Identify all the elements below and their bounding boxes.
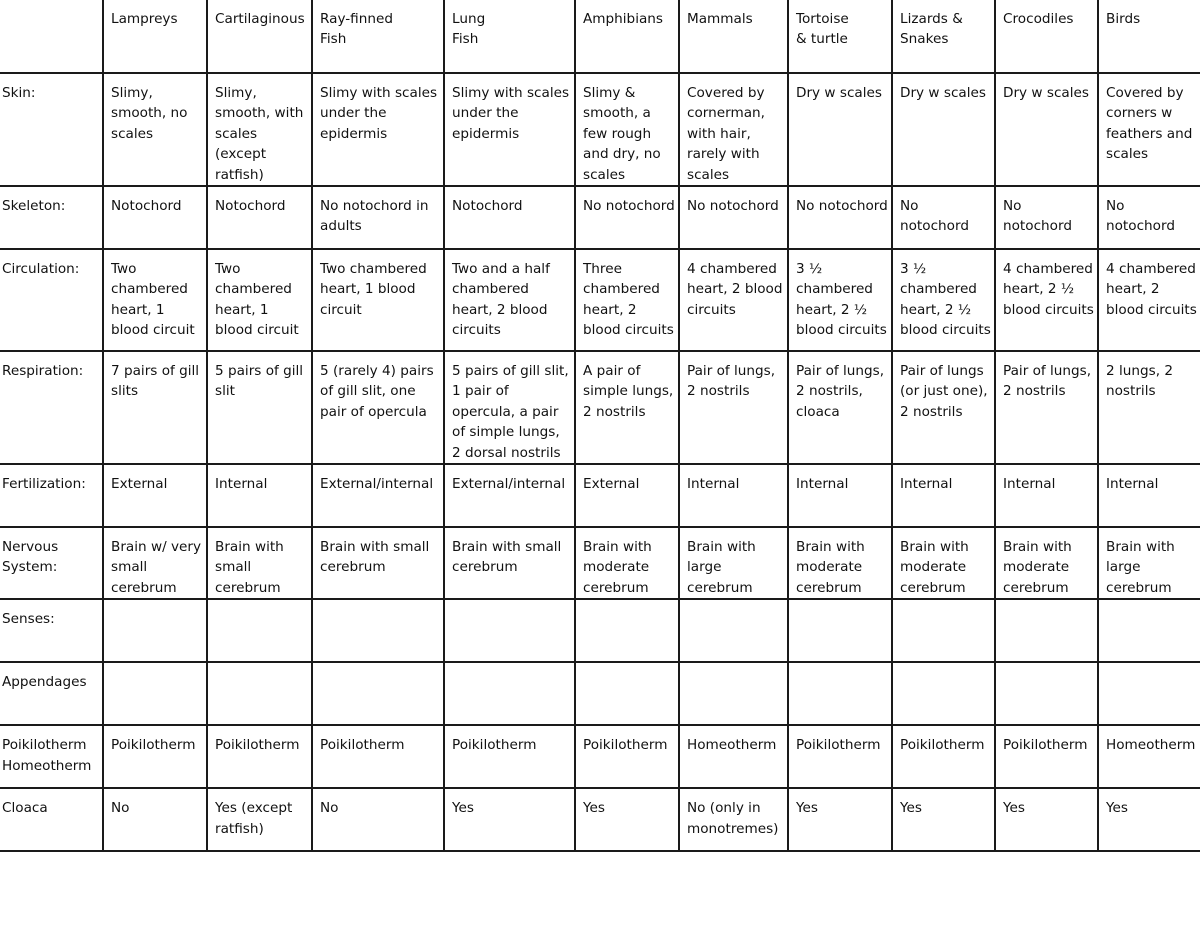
table-cell: No notochord xyxy=(575,186,679,249)
table-cell xyxy=(892,662,995,725)
table-cell xyxy=(788,662,892,725)
table-cell: 4 chambered heart, 2 blood circuits xyxy=(679,249,788,351)
table-cell: Yes xyxy=(995,788,1098,851)
table-cell xyxy=(575,662,679,725)
table-cell: Brain w/ very small cerebrum xyxy=(103,527,207,599)
table-cell: Two chambered heart, 1 blood circuit xyxy=(312,249,444,351)
table-cell xyxy=(312,662,444,725)
table-cell xyxy=(1098,662,1200,725)
table-cell xyxy=(444,662,575,725)
table-cell: Poikilotherm xyxy=(312,725,444,788)
row-label: Skeleton: xyxy=(0,186,103,249)
table-cell: Slimy, smooth, no scales xyxy=(103,73,207,186)
table-cell: Two and a half chambered heart, 2 blood circuits xyxy=(444,249,575,351)
row-label: Skin: xyxy=(0,73,103,186)
table-cell: 7 pairs of gill slits xyxy=(103,351,207,464)
table-cell xyxy=(892,599,995,662)
table-cell xyxy=(679,599,788,662)
table-cell: 5 (rarely 4) pairs of gill slit, one pair of opercula xyxy=(312,351,444,464)
table-cell: Yes xyxy=(892,788,995,851)
table-cell: Yes xyxy=(444,788,575,851)
table-cell: Internal xyxy=(1098,464,1200,527)
table-cell: Dry w scales xyxy=(892,73,995,186)
table-cell xyxy=(103,662,207,725)
table-cell: 3 ½ chambered heart, 2 ½ blood circuits xyxy=(788,249,892,351)
table-cell: Brain with small cerebrum xyxy=(312,527,444,599)
row-label: Cloaca xyxy=(0,788,103,851)
table-cell: Brain with large cerebrum xyxy=(1098,527,1200,599)
table-cell: Internal xyxy=(679,464,788,527)
table-cell xyxy=(788,599,892,662)
table-cell: Slimy & smooth, a few rough and dry, no scales xyxy=(575,73,679,186)
table-cell: A pair of simple lungs, 2 nostrils xyxy=(575,351,679,464)
table-cell: 5 pairs of gill slit xyxy=(207,351,312,464)
table-cell: 4 chambered heart, 2 ½ blood circuits xyxy=(995,249,1098,351)
column-header: Cartilaginous xyxy=(207,0,312,73)
column-header: Lung Fish xyxy=(444,0,575,73)
table-cell: 5 pairs of gill slit, 1 pair of opercula, a pair of simple lungs, 2 dorsal nostrils xyxy=(444,351,575,464)
table-cell xyxy=(207,662,312,725)
table-cell: Two chambered heart, 1 blood circuit xyxy=(207,249,312,351)
table-cell: 4 chambered heart, 2 blood circuits xyxy=(1098,249,1200,351)
row-label: Respiration: xyxy=(0,351,103,464)
table-cell: Homeotherm xyxy=(1098,725,1200,788)
table-cell: No notochord in adults xyxy=(312,186,444,249)
table-cell: Poikilotherm xyxy=(207,725,312,788)
column-header: Ray-finned Fish xyxy=(312,0,444,73)
table-cell: Pair of lungs (or just one), 2 nostrils xyxy=(892,351,995,464)
table-cell: No notochord xyxy=(788,186,892,249)
row-label: Circulation: xyxy=(0,249,103,351)
table-row xyxy=(0,725,1200,788)
table-cell: Poikilotherm xyxy=(892,725,995,788)
row-label: Nervous System: xyxy=(0,527,103,599)
table-cell: Slimy, smooth, with scales (except ratfish) xyxy=(207,73,312,186)
table-cell: No notochord xyxy=(1098,186,1200,249)
table-cell: Poikilotherm xyxy=(444,725,575,788)
table-cell: External/internal xyxy=(444,464,575,527)
table-row xyxy=(0,73,1200,186)
table-cell: No xyxy=(103,788,207,851)
table-cell: Covered by corners w feathers and scales xyxy=(1098,73,1200,186)
table-cell: Dry w scales xyxy=(788,73,892,186)
table-cell: Notochord xyxy=(444,186,575,249)
row-label: Senses: xyxy=(0,599,103,662)
header-row xyxy=(0,0,1200,73)
table-cell xyxy=(995,599,1098,662)
column-header: Lampreys xyxy=(103,0,207,73)
table-cell: Internal xyxy=(995,464,1098,527)
table-cell: Internal xyxy=(892,464,995,527)
table-row xyxy=(0,351,1200,464)
table-cell: Yes (except ratfish) xyxy=(207,788,312,851)
table-cell: No notochord xyxy=(892,186,995,249)
table-cell: Brain with moderate cerebrum xyxy=(892,527,995,599)
table-row xyxy=(0,464,1200,527)
table-cell: Internal xyxy=(788,464,892,527)
table-cell: No (only in monotremes) xyxy=(679,788,788,851)
table-cell: No notochord xyxy=(995,186,1098,249)
table-cell: Pair of lungs, 2 nostrils xyxy=(995,351,1098,464)
column-header: Mammals xyxy=(679,0,788,73)
table-cell: Yes xyxy=(1098,788,1200,851)
table-cell: No xyxy=(312,788,444,851)
table-cell: Two chambered heart, 1 blood circuit xyxy=(103,249,207,351)
row-label: Poikilotherm Homeotherm xyxy=(0,725,103,788)
table-cell xyxy=(207,599,312,662)
column-header: Amphibians xyxy=(575,0,679,73)
table-row xyxy=(0,249,1200,351)
table-cell: No notochord xyxy=(679,186,788,249)
table-cell xyxy=(312,599,444,662)
column-header: Lizards & Snakes xyxy=(892,0,995,73)
table-cell: Poikilotherm xyxy=(995,725,1098,788)
table-cell: Three chambered heart, 2 blood circuits xyxy=(575,249,679,351)
table-cell: Brain with large cerebrum xyxy=(679,527,788,599)
table-cell: External/internal xyxy=(312,464,444,527)
table-row xyxy=(0,788,1200,851)
table-cell: Homeotherm xyxy=(679,725,788,788)
table-cell xyxy=(444,599,575,662)
table-cell: Notochord xyxy=(207,186,312,249)
table-cell: External xyxy=(575,464,679,527)
table-cell: External xyxy=(103,464,207,527)
table-cell: 3 ½ chambered heart, 2 ½ blood circuits xyxy=(892,249,995,351)
table-cell: Yes xyxy=(788,788,892,851)
table-cell: 2 lungs, 2 nostrils xyxy=(1098,351,1200,464)
table-cell: Brain with small cerebrum xyxy=(207,527,312,599)
table-cell: Slimy with scales under the epidermis xyxy=(444,73,575,186)
row-label: Appendages xyxy=(0,662,103,725)
table-cell xyxy=(995,662,1098,725)
table-cell: Slimy with scales under the epidermis xyxy=(312,73,444,186)
table-cell xyxy=(103,599,207,662)
table-cell: Dry w scales xyxy=(995,73,1098,186)
table-row xyxy=(0,599,1200,662)
table-cell xyxy=(1098,599,1200,662)
table-row xyxy=(0,186,1200,249)
table-cell: Notochord xyxy=(103,186,207,249)
table-cell: Brain with small cerebrum xyxy=(444,527,575,599)
table-cell: Poikilotherm xyxy=(788,725,892,788)
corner-cell xyxy=(0,0,103,73)
table-cell: Pair of lungs, 2 nostrils xyxy=(679,351,788,464)
table-cell: Brain with moderate cerebrum xyxy=(575,527,679,599)
table-cell: Brain with moderate cerebrum xyxy=(995,527,1098,599)
column-header: Birds xyxy=(1098,0,1200,73)
table-cell xyxy=(575,599,679,662)
table-cell: Covered by cornerman, with hair, rarely with scales xyxy=(679,73,788,186)
column-header: Tortoise & turtle xyxy=(788,0,892,73)
table-row xyxy=(0,662,1200,725)
table-cell: Brain with moderate cerebrum xyxy=(788,527,892,599)
table-cell xyxy=(679,662,788,725)
table-cell: Poikilotherm xyxy=(103,725,207,788)
table-cell: Pair of lungs, 2 nostrils, cloaca xyxy=(788,351,892,464)
table-cell: Internal xyxy=(207,464,312,527)
table-cell: Poikilotherm xyxy=(575,725,679,788)
row-label: Fertilization: xyxy=(0,464,103,527)
table-cell: Yes xyxy=(575,788,679,851)
table-row xyxy=(0,527,1200,599)
column-header: Crocodiles xyxy=(995,0,1098,73)
